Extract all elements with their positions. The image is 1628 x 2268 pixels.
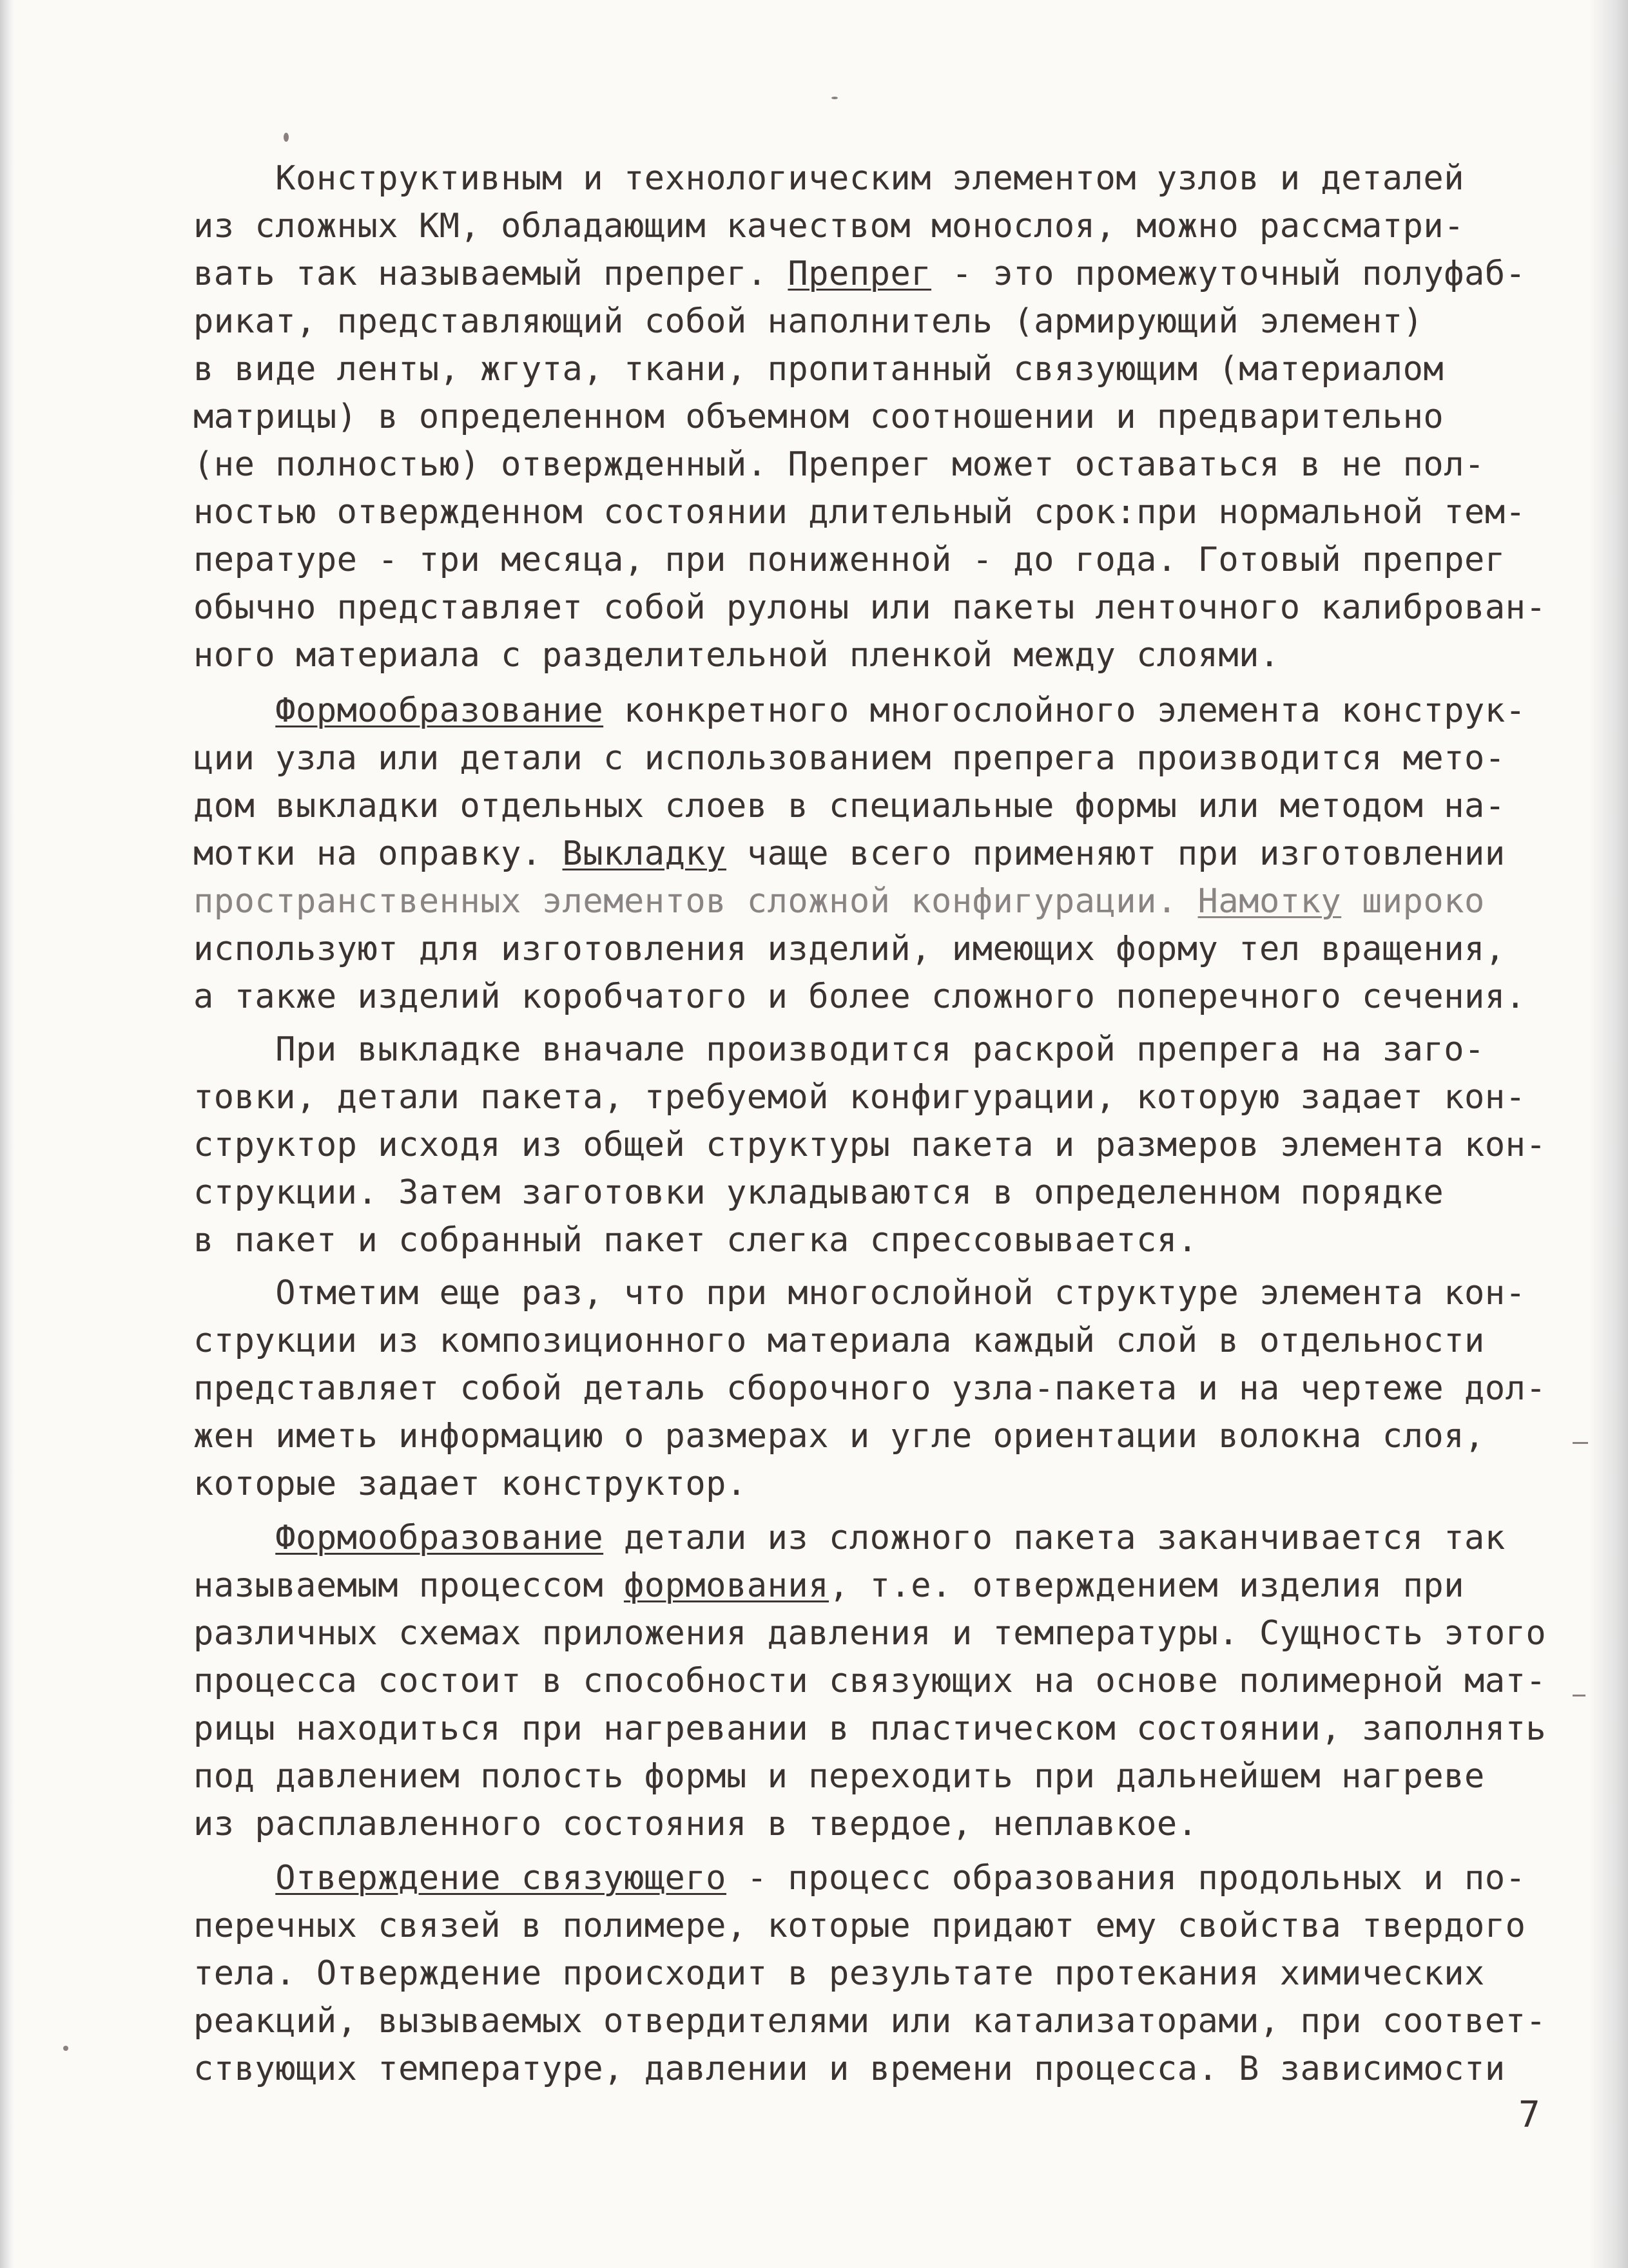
paragraph <box>193 1854 1547 2093</box>
text-line: рикат, представляющий собой наполнитель (армирующий элемент) <box>193 302 1424 341</box>
text-line: реакций, вызываемых отвердителями или катализаторами, при соответ- <box>193 2002 1547 2041</box>
text-line: ствующих температуре, давлении и времени процесса. В зависимости <box>193 2050 1506 2088</box>
page-right-shadow <box>1589 0 1628 2268</box>
underlined-term: формования <box>623 1566 829 1605</box>
underlined-term: Формообразование <box>275 691 604 730</box>
text-line: перечных связей в полимере, которые придают ему свойства твердого <box>193 1907 1526 1945</box>
paragraph <box>193 1269 1547 1508</box>
text-line: Формообразование конкретного многослойного элемента конструк- <box>275 691 1526 730</box>
text-line: представляет собой деталь сборочного узла-пакета и на чертеже дол- <box>193 1369 1547 1408</box>
text-line: ного материала с разделительной пленкой между слоями. <box>193 636 1280 675</box>
text-line: Отверждение связующего - процесс образования продольных и по- <box>275 1859 1526 1898</box>
text-line: используют для изготовления изделий, имеющих форму тел вращения, <box>193 930 1506 968</box>
underlined-term: Препрег <box>788 255 932 293</box>
text-line: в виде ленты, жгута, ткани, пропитанный связующим (материалом <box>193 350 1444 389</box>
text-line: мотки на оправку. Выкладку чаще всего применяют при изготовлении <box>193 834 1506 873</box>
text-line: под давлением полость формы и переходить при дальнейшем нагреве <box>193 1757 1485 1796</box>
underlined-term: Намотку <box>1197 882 1342 921</box>
text-line: а также изделий коробчатого и более сложного поперечного сечения. <box>193 977 1526 1016</box>
paragraph <box>193 1026 1547 1264</box>
body-text <box>193 155 1547 2093</box>
text-line: называемым процессом формования, т.е. отверждением изделия при <box>193 1566 1465 1605</box>
text-line: струкции из композиционного материала каждый слой в отдельности <box>193 1321 1485 1360</box>
paragraph <box>193 687 1547 1021</box>
text-line: структор исходя из общей структуры пакета и размеров элемента кон- <box>193 1126 1547 1164</box>
text-line: Конструктивным и технологическим элементом узлов и деталей <box>193 159 1465 198</box>
text-line: вать так называемый препрег. Препрег - это промежуточный полуфаб- <box>193 255 1526 293</box>
text-line: в пакет и собранный пакет слегка спрессовывается. <box>193 1221 1198 1260</box>
text-line: которые задает конструктор. <box>193 1465 747 1503</box>
text-line: из сложных КМ, обладающим качеством монослоя, можно рассматри- <box>193 207 1465 245</box>
underlined-term: Выкладку <box>562 834 726 873</box>
text-line: из расплавленного состояния в твердое, неплавкое. <box>193 1805 1198 1843</box>
text-line: ностью отвержденном состоянии длительный срок:при нормальной тем- <box>193 493 1526 532</box>
text-line: При выкладке вначале производится раскрой препрега на заго- <box>193 1030 1485 1069</box>
text-line: рицы находиться при нагревании в пластическом состоянии, заполнять <box>193 1709 1547 1748</box>
text-line: (не полностью) отвержденный. Препрег может оставаться в не пол- <box>193 445 1485 484</box>
scan-speck <box>1573 1442 1588 1444</box>
text-line: пературе - три месяца, при пониженной - до года. Готовый препрег <box>193 541 1506 579</box>
paragraph <box>193 1514 1547 1848</box>
text-line: струкции. Затем заготовки укладываются в определенном порядке <box>193 1173 1444 1212</box>
text-line: дом выкладки отдельных слоев в специальные формы или методом на- <box>193 787 1506 825</box>
text-line: процесса состоит в способности связующих на основе полимерной мат- <box>193 1662 1547 1700</box>
text-line: жен иметь информацию о размерах и угле ориентации волокна слоя, <box>193 1417 1485 1456</box>
underlined-term: Отверждение связующего <box>275 1859 726 1898</box>
scan-speck <box>284 133 289 142</box>
text-line: тела. Отверждение происходит в результате протекания химических <box>193 1954 1485 1993</box>
text-line: товки, детали пакета, требуемой конфигурации, которую задает кон- <box>193 1078 1526 1117</box>
scan-speck <box>831 97 838 99</box>
text-line: ции узла или детали с использованием препрега производится мето- <box>193 739 1506 778</box>
text-line: Отметим еще раз, что при многослойной структуре элемента кон- <box>193 1274 1526 1312</box>
underlined-term: Формообразование <box>275 1519 604 1557</box>
text-line: обычно представляет собой рулоны или пакеты ленточного калиброван- <box>193 588 1547 627</box>
paragraph <box>193 155 1547 679</box>
scan-speck <box>1573 1695 1585 1696</box>
text-line: различных схемах приложения давления и температуры. Сущность этого <box>193 1614 1547 1653</box>
text-line: матрицы) в определенном объемном соотношении и предварительно <box>193 398 1444 436</box>
page-number: 7 <box>1518 2094 1540 2136</box>
scan-speck <box>63 2046 68 2051</box>
text-line: пространственных элементов сложной конфигурации. Намотку широко <box>193 882 1485 921</box>
text-line: Формообразование детали из сложного пакета заканчивается так <box>275 1519 1506 1557</box>
page-left-shadow <box>0 0 14 2268</box>
